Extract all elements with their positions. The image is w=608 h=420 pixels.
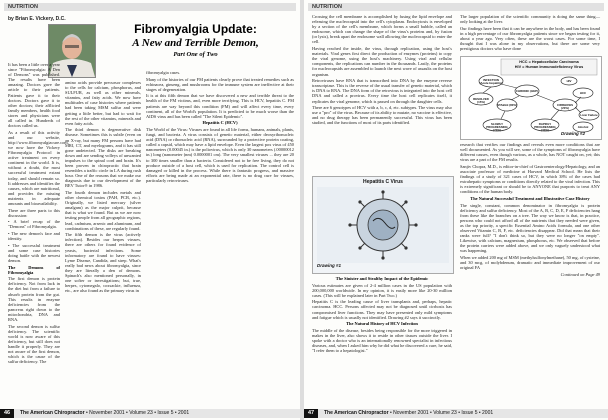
right-col-2 [460, 14, 600, 53]
bullet-item: • The new demon's face and identity. [8, 231, 60, 242]
right-header-bar [308, 3, 604, 11]
fig2-node-labels [461, 57, 601, 139]
paragraph: It has been a little over a year since "Fibromyalgia: A Den of Demons" was published. The results have been amazing. Doctors gave the article to their patients. Patients gave it to their doctors. Doctors gave it to other doctors; their afflicted family members, health food stores and physicians were all called in. Hundreds of doctors called us. [8, 62, 60, 129]
right-footer: The American Chiropractor • November 2001 • Volume 23 • Issue 5 • 2001 [318, 409, 608, 418]
legend-hcc: HCC = Hepatocellular Carcinoma [519, 60, 579, 64]
article-part: Part One of Two [173, 51, 218, 58]
paragraph: There are three parts to this discussion: [8, 207, 60, 218]
paragraph: Various estimates are given of 2-4 million cases in the US population with 200,000,000 worldwide. In my opinion, it is easily more like 20-30 million cases. (This will be explained later in Part Two.) [312, 282, 452, 298]
left-header-bar [4, 3, 296, 11]
node-hiv: HIV [566, 79, 572, 83]
bullet-item: • A brief recap of the "Demons" of Fibromyalgia. [8, 219, 60, 230]
right-page [304, 0, 608, 420]
right-col-1 [312, 14, 452, 127]
hcv-figure [312, 176, 454, 274]
hcv-figure-title: Hepatitis C Virus [363, 179, 403, 185]
paragraph: The single, constant, common denominator in fibromyalgia is protein deficiency and sulfur deficiency. Most of the A, B, C, D, E, F deficiencies hang from these like the branches on a tree. The way we know is that, in practice, persons who could not afford all of the nutrients that they needed were given, as the top priority, a specific Essential Amino Acids formula, and one other observed Vitamin C, B, F, etc. deficiencies disappear. Did that mean that their ranks were full? "I don't think so, but they were no longer "on empty". Likewise, with calcium, magnesium, phosphorus, etc. We observed that before the protein carriers were added above, and we only vaguely understood what was happening. [460, 202, 600, 254]
node-slowly-progressing: SLOWLY PROGRESSING (70%) [486, 122, 508, 132]
left-footer: The American Chiropractor • November 2001 • Volume 23 • Issue 5 • 2001 [14, 409, 300, 418]
paragraph: Hepatitis C is the leading cause of liver transplants and, perhaps, hepatic carcinoma. HCC. Persons affected may not be diagnosed until cirrhosis has compromised liver functions. They may have presented only mild symptoms and fatigue which is usually not identified. Drawing #2 says it succinctly. [312, 299, 452, 320]
issue-info: November 2001 • Volume 23 • Issue 5 • 2001 [393, 410, 494, 416]
section-heading-demons: The Demons of Fibromyalgia [8, 264, 60, 275]
journal-name: The American Chiropractor [20, 410, 85, 416]
left-col-2 [65, 80, 141, 295]
node-infection: INFECTION (Acute Hepatitis) [479, 78, 503, 85]
paragraph: The fourth demon includes metals and other chemical toxins (PAH, PCB, etc.). Originally, we listed mercury (silver amalgam) as the major culprit, because that is what we found. But as we are now testing people from all geographic regions, lead, cadmium, arsenic and aluminum, and combinations of these, are regularly found. [65, 189, 141, 231]
section-header-label: NUTRITION [312, 4, 342, 10]
paragraph: Having reached the inside, the virus, through replication, using the host's materials. Viral genes first direct the production of enzymes (proteins) to copy the viral genome, using the host's machinery. Using viral and cellular components, the replications can number in the thousands. Lastly, the proteins for nucleocapsids are assembled to launch the next wave of assaults on the host organism. [312, 46, 452, 77]
paragraph: The fifth demon is the virus (actively infection). Besides our herpes viruses, there are others for found evidence of yeasts, bacterial infections. Some informatory are found to have viruses: Lyme Disease, Candida, and strep. What's really bad news about fibromyalgia, since they are literally a den of demons. Spinach's also mentioned personally, in one softer or investigations; but, true, herpes, cytomegalo, coxsackie, influenza, etc., are also found as the primary virus in [65, 232, 141, 294]
paragraph: There are 6 genotypes of HCV with a, b, c, d, etc. subtypes. The virus may also use a "pro" of the virus. Because of its ability to mutate, no vaccine is effective, and no drug therapy has been permanently successful. This virus has been studied, and the functions of most of its parts identified. [312, 105, 452, 126]
node-alcohol: Alcohol [577, 125, 589, 129]
paragraph: The larger population of the scientific community is doing the same thing—only looking at the liver. [460, 14, 600, 25]
section-heading-treatment: The Natural Successful Treatment and Illustrative Case History [470, 195, 590, 201]
node-stable: STABLE (80%) [497, 103, 517, 107]
node-cirrhosis: CIRRHOSIS (20%) [556, 103, 574, 110]
paragraph: Retroviruses have RNA that is transcribed into DNA by the enzyme reverse transcriptase. This is the reverse of the usual transfer of genetic material, which is DNA to RNA. The DNA form of the retrovirus is integrated into the host cell DNA and called a provirus. Every time the host cell replicates itself, it replicates the viral genome, which is passed on through the daughter cells. [312, 78, 452, 104]
page-number-left: 46 [0, 409, 14, 418]
paragraph: Sanjiv Chopra, M.D., is editor-in-chief of Gastroenterology/Hepatology, and an associate professor of medicine at Harvard Medical School. He lists the findings of a study of 321 cases of HCV, in which 38% of the cases had extrahepatic symptoms or conditions directly related to the viral infection. This is extremely significant or should be to ANYONE that purports to treat ANY conditions of the human body. [460, 163, 600, 195]
paragraph: As a result of this activity and our website, http://www.fibromyalgiacure.com, we now have the Vickery Fibromyalgia Protocol in active treatment on every continent in the world. It is, without a doubt, the most successful treatment extant today, and should remain so. It addresses and identifies the causes, which are nutritional, and provides the missing nutrients in adequate amounts and bioavailability. [8, 129, 69, 207]
node-resolved: RESOLVED (15%) [473, 97, 489, 104]
drawing-2-label: Drawing #2 [561, 131, 586, 136]
paragraph: amino acids provide precursor complexes to the cells for calcium, phosphorus, and SULFUR, as well as other minerals, vitamins, and fatty acids. We now have multitudes of case histories where patients had been taking MSM sulfur and were getting a little better, but had to wait for the rest of the other vitamins, minerals and even fatty acids. [65, 80, 141, 126]
node-rapidly-progressing: RAPIDLY PROGRESSING (30%) [534, 122, 556, 132]
paragraph: The third demon is degenerative disk disease. Sometimes this is subtle (even on an X-ray, but many FM persons have had MRI, CT, and myelograms, and it has still gone undetected. The disks are breaking down and are sending volleys of unwanted impulses to the spinal cord and brain. It's been proven in chiropractic that brain resembles a traffic circle in LA during rush hour. One of the reasons that we make our diagnosis due to our development of the BEV Tutor® in 1986. [65, 127, 141, 189]
bullet-item: • The successful treatment and some case histories doing battle with the newest demon. [8, 242, 60, 263]
issue-info: November 2001 • Volume 23 • Issue 5 • 2001 [89, 410, 190, 416]
paragraph: Many of the histories of our FM patients clearly prove that treated remedies such as echinacea, ginseng, and mushrooms for the immune system are ineffective at their stages of degeneration. [146, 76, 294, 92]
node-liver-failure: Liver Failure [580, 113, 598, 117]
paragraph: research that verifies our findings and reveals even more conditions that are well documented. As you will see, some of the symptoms of fibromyalgia have different causes, even though various, as a whole, has NOT caught on, yet; this virus are a part of the FM results. [460, 142, 600, 163]
paragraph: fibromyalgia cases. [146, 70, 181, 75]
paragraph: Our findings have been that it can be anywhere in the body, and has been found in a high percentage of our fibromyalgia patients since we began testing for it, about a year ago. Very often, these are the worst cases. For some time, I thought that I was alone in my observations, but there are some very prestigious doctors who have done [460, 25, 600, 52]
paragraph: The second demon is sulfur deficiency. The scientific world is now aware of this deficiency, but still does not handle it properly. They are not aware of the first demon, which is the cause of the sulfur deficiency. The [8, 323, 60, 365]
left-header-label: NUTRITION [8, 4, 38, 10]
paragraph: The World of the Virus: Viruses are found in all life forms, humans, animals, plants, fungi, and bacteria. A virus consists of genetic material, either deoxyribonucleic acid (DNA) or ribonucleic acid (RNA), surrounded by a protective protein coating, called a capsid, which may have a lipid envelope. Even the largest pox virus of 450 nanometers (0.00045 in.) is the poliovirus, which is only 30 nanometers (.00000012 in.) long (nanometer (nm) 0.0000001 cm). The very smallest viruses ... they are 20 to 300 times smaller than a bacteria. Considered not to be free living, they do not produce outside of a host cell, which is used for replication. The control cell is damaged or killed in the process. While there is fantastic progress, and massive efforts are being made at an exponential rate, there is no drug cure for viruses, particularly retroviruses. [146, 126, 294, 183]
section-heading-hcv: Hepatitis C (HCV) [202, 120, 238, 126]
right-col-2b [460, 142, 600, 278]
journal-name: The American Chiropractor [324, 410, 389, 416]
hcv-virus-diagram [317, 187, 449, 263]
section-heading-sinister: The Sinister and Stealthy Impact of the Epidemic [335, 276, 429, 281]
left-page [0, 0, 300, 420]
hcv-natural-history-figure [460, 56, 602, 140]
left-col-1 [8, 62, 69, 366]
right-col-1b [312, 276, 452, 355]
paragraph: The first demon is protein deficiency. Not from lack in the diet but from a failure to absorb protein from the gut. This results in enzyme deficiencies from the pancreas right down to the mitochondria, DNA and RNA. [8, 276, 60, 322]
paragraph: Crossing the cell membrane is accomplished by fusing the lipid envelope and releasing the nucleocapsid into the cell's cytoplasm. Endocytosis is enveloped by a section of the cell's membrane, which forms a small bubble, called an endosome, which can change the shape of the virus's proteins and, by fusion (or lysis), break apart the endosome wall allowing the nucleocapsid to enter the cell. [312, 14, 452, 45]
legend-hiv: HIV = Human Immunodeficiency Virus [514, 65, 584, 69]
article-subtitle: A New and Terrible Demon, [132, 37, 259, 49]
left-col-3 [146, 70, 294, 184]
page-number-right: 47 [304, 409, 318, 418]
article-title: Fibromyalgia Update: [134, 22, 257, 36]
section-heading-natural-history: The Natural History of HCV Infection [346, 321, 418, 327]
node-hcc: HCC [579, 91, 587, 95]
continued-note: Continued on Page 49 [560, 271, 600, 277]
paragraph: The middle of the disease, besides being responsible for the more triggered in makes in the liver, also shows it to reside in other tissues outside the liver. I spoke with a doctor who is an internationally renowned specialist in infectious diseases, and, when I asked him why he did what he discovered a cure, he said, "I refer them to a hepatologist." [312, 327, 452, 354]
drawing-1-label: Drawing #1 [317, 263, 342, 268]
paragraph: It is at this fifth demon that we have discovered a new and terrible threat to the health of the FM victims, and, even more terrifying. This is HCV, hepatitis C. FM patients are way beyond this condition (FM) and will affect every time, every continent, all of the World's population. It is predicted to be much worse than the AIDS virus and has been called "The Silent Epidemic". [146, 93, 294, 119]
paragraph: When we added 200 mg of MSM (methylsulfonylmethane), 50 mg, of cysteine, and 30 mcg, of molybdenum, dramatic and immediate improvement of our original FA [460, 254, 600, 271]
node-chronic: CHRONIC (HEP) [515, 89, 539, 93]
byline: by Brian E. Vickery, D.C. [8, 16, 66, 22]
